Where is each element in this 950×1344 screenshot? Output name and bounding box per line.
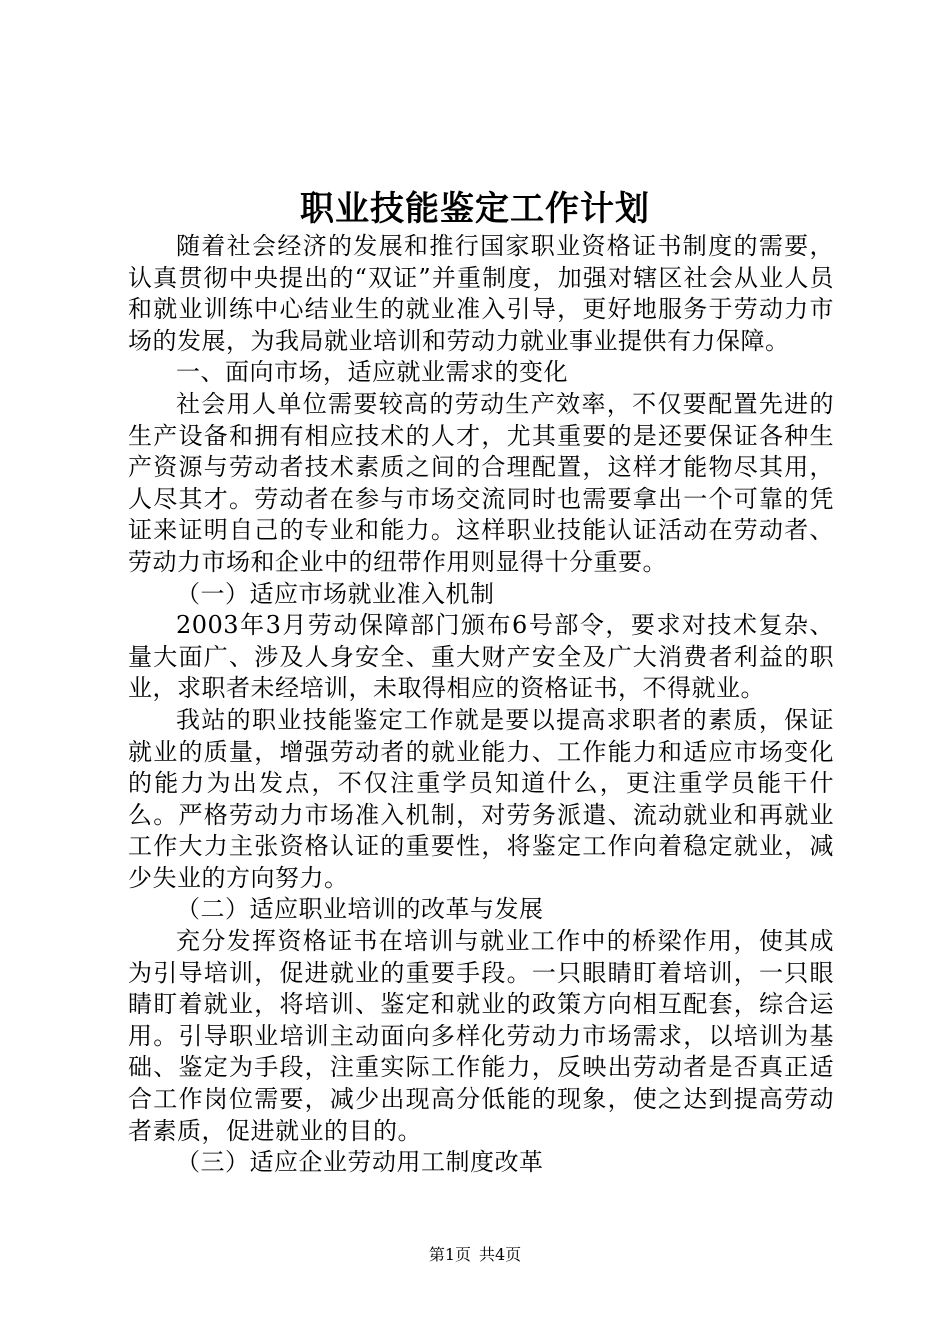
page-number-total: 共4页 (479, 1245, 522, 1264)
subsection-heading-3: （三）适应企业劳动用工制度改革 (176, 1148, 544, 1177)
subsection-heading-1: （一）适应市场就业准入机制 (176, 579, 495, 608)
paragraph-decree: 2003年3月劳动保障部门颁布6号部令，要求对技术复杂、量大面广、涉及人身安全、重大财产安全及广大消费者利益的职业，求职者未经培训，未取得相应的资格证书，不得就业。 (128, 611, 834, 703)
paragraph-intro: 随着社会经济的发展和推行国家职业资格证书制度的需要，认真贯彻中央提出的“双证”并重制度，加强对辖区社会从业人员和就业训练中心结业生的就业准入引导，更好地服务于劳动力市场的发展，为我局就业培训和劳动力就业事业提供有力保障。 (128, 232, 834, 355)
page-number-current: 第1页 (428, 1245, 471, 1264)
paragraph-station-work: 我站的职业技能鉴定工作就是要以提高求职者的素质，保证就业的质量，增强劳动者的就业能力、工作能力和适应市场变化的能力为出发点，不仅注重学员知道什么，更注重学员能干什么。严格劳动力市场准入机制，对劳务派遣、流动就业和再就业工作大力主张资格认证的重要性，将鉴定工作向着稳定就业，减少失业的方向努力。 (128, 705, 834, 892)
page-footer (0, 1245, 950, 1265)
paragraph-market-demand: 社会用人单位需要较高的劳动生产效率，不仅要配置先进的生产设备和拥有相应技术的人才，尤其重要的是还要保证各种生产资源与劳动者技术素质之间的合理配置，这样才能物尽其用，人尽其才。劳动者在参与市场交流同时也需要拿出一个可靠的凭证来证明自己的专业和能力。这样职业技能认证活动在劳动者、劳动力市场和企业中的纽带作用则显得十分重要。 (128, 389, 834, 576)
subsection-heading-2: （二）适应职业培训的改革与发展 (176, 895, 544, 924)
paragraph-training-reform: 充分发挥资格证书在培训与就业工作中的桥梁作用，使其成为引导培训，促进就业的重要手段。一只眼睛盯着培训，一只眼睛盯着就业，将培训、鉴定和就业的政策方向相互配套，综合运用。引导职业培训主动面向多样化劳动力市场需求，以培训为基础、鉴定为手段，注重实际工作能力，反映出劳动者是否真正适合工作岗位需要，减少出现高分低能的现象，使之达到提高劳动者素质，促进就业的目的。 (128, 927, 834, 1145)
document-title: 职业技能鉴定工作计划 (300, 189, 650, 229)
document-body (128, 231, 834, 1179)
section-heading-1: 一、面向市场，适应就业需求的变化 (176, 358, 568, 387)
